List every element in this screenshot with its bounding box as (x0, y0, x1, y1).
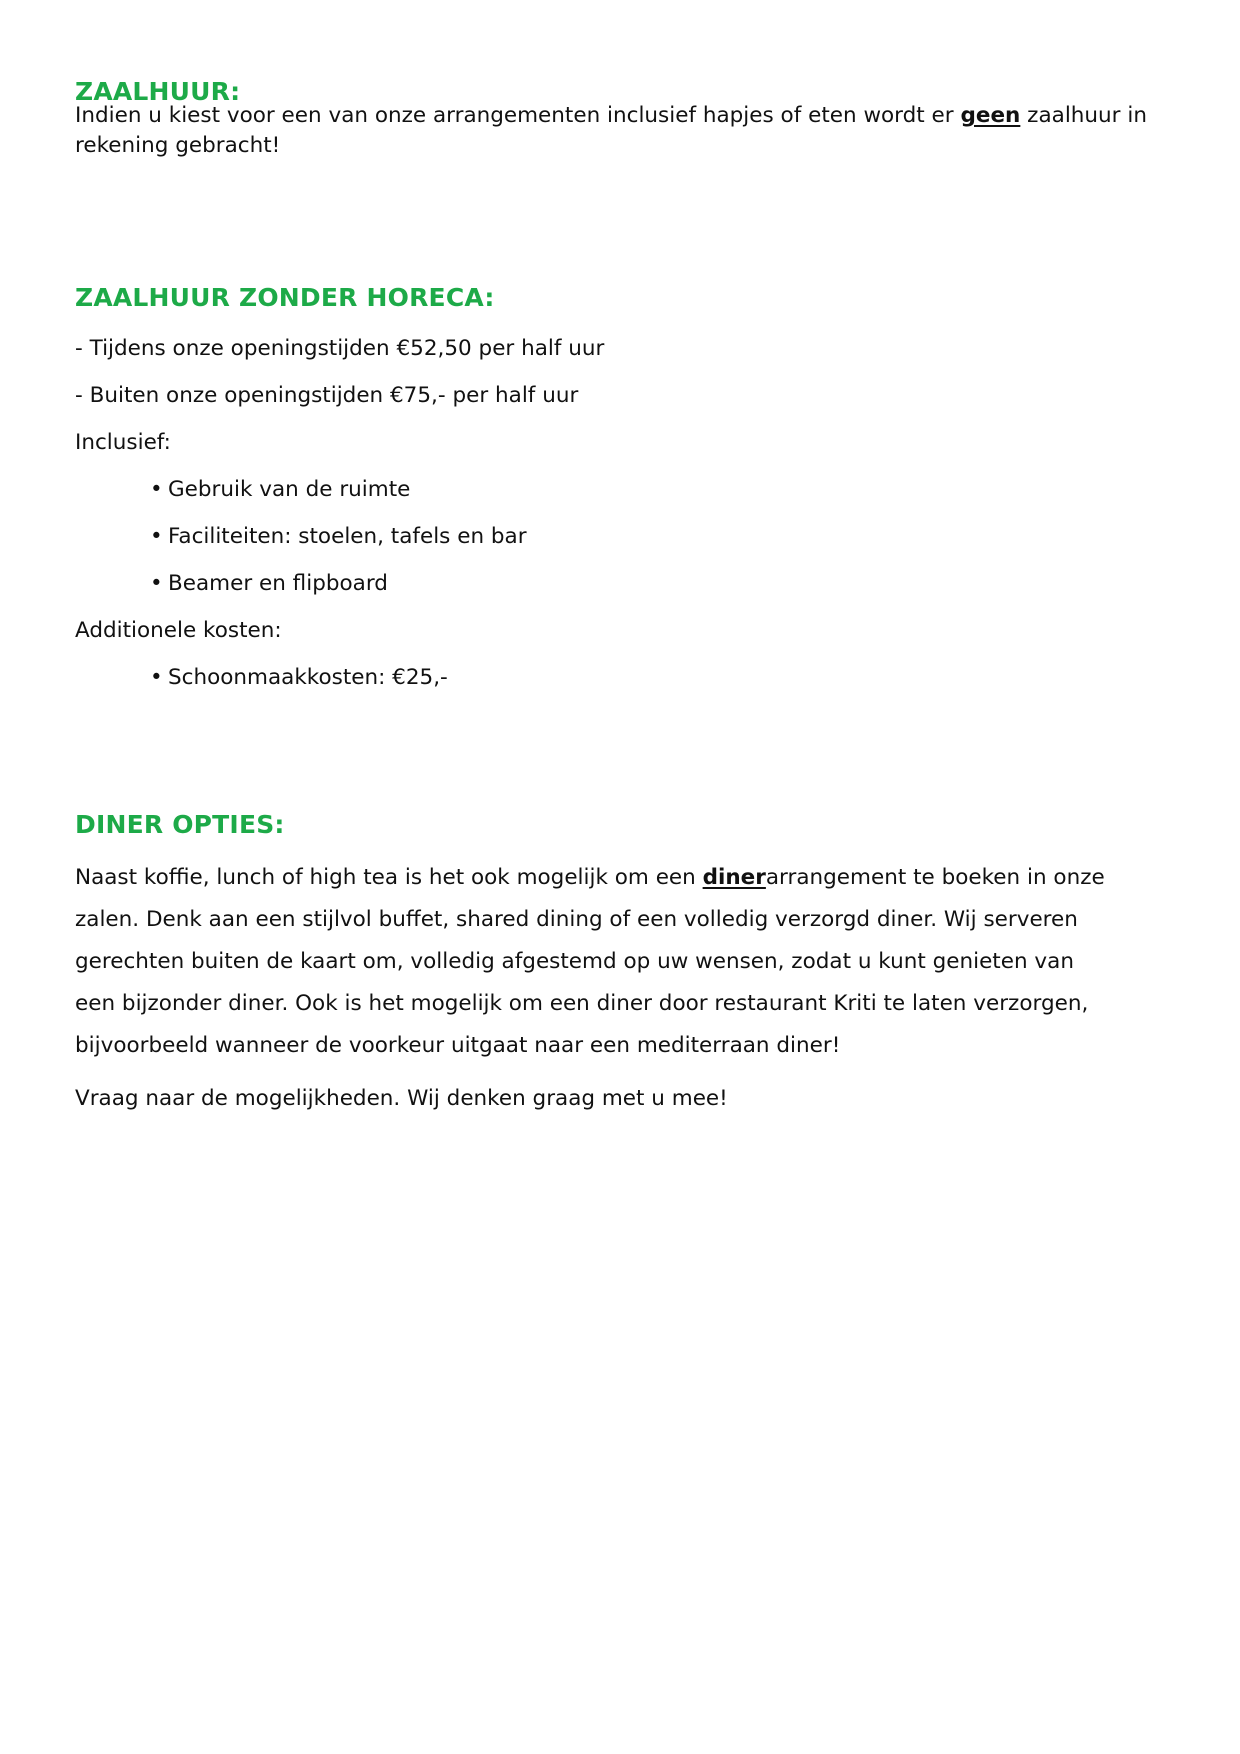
diner-paragraph-line (75, 857, 1165, 899)
heading-diner-opties: DINER OPTIES: (75, 810, 285, 839)
zaalhuur-text-line-1 (75, 100, 1147, 131)
bullet-icon: • (150, 524, 163, 549)
diner-paragraph-1 (75, 857, 1165, 1067)
diner-paragraph-line: een bijzonder diner. Ook is het mogelijk om een diner door restaurant Kriti te laten verzorgen, (75, 991, 1089, 1016)
additioneel-item-label: Schoonmaakkosten: €25,- (168, 665, 448, 690)
inclusief-item-beamer (150, 568, 388, 599)
bullet-icon: • (150, 571, 163, 596)
heading-zaalhuur: ZAALHUUR: (75, 77, 241, 106)
inclusief-item-label: Beamer en flipboard (168, 571, 388, 596)
additionele-kosten-label: Additionele kosten: (75, 618, 282, 643)
diner-paragraph-line: zalen. Denk aan een stijlvol buffet, shared dining of een volledig verzorgd diner. Wij serveren (75, 907, 1078, 932)
inclusief-item-label: Gebruik van de ruimte (168, 477, 411, 502)
inclusief-label: Inclusief: (75, 430, 171, 455)
diner-text-prefix: Naast koffie, lunch of high tea is het ook mogelijk om een (75, 865, 703, 890)
diner-emphasis-diner: diner (702, 865, 766, 890)
bullet-icon: • (150, 477, 163, 502)
bullet-icon: • (150, 665, 163, 690)
diner-paragraph-line: bijvoorbeeld wanneer de voorkeur uitgaat naar een mediterraan diner! (75, 1033, 841, 1058)
rate-during-opening-hours: - Tijdens onze openingstijden €52,50 per half uur (75, 336, 605, 361)
inclusief-item-ruimte (150, 474, 410, 505)
inclusief-item-faciliteiten (150, 521, 527, 552)
zaalhuur-text-suffix: zaalhuur in (1020, 103, 1147, 128)
inclusief-item-label: Faciliteiten: stoelen, tafels en bar (168, 524, 527, 549)
additioneel-item-schoonmaak (150, 662, 448, 693)
rate-outside-opening-hours: - Buiten onze openingstijden €75,- per half uur (75, 383, 579, 408)
diner-paragraph-line: gerechten buiten de kaart om, volledig afgestemd op uw wensen, zodat u kunt genieten van (75, 949, 1074, 974)
zaalhuur-text-prefix: Indien u kiest voor een van onze arrangementen inclusief hapjes of eten wordt er (75, 103, 961, 128)
diner-text-suffix: arrangement te boeken in onze (765, 865, 1105, 890)
zaalhuur-text-line-2: rekening gebracht! (75, 133, 281, 158)
heading-zaalhuur-zonder-horeca: ZAALHUUR ZONDER HORECA: (75, 283, 495, 312)
diner-paragraph-2: Vraag naar de mogelijkheden. Wij denken graag met u mee! (75, 1086, 728, 1111)
zaalhuur-emphasis-geen: geen (960, 103, 1021, 128)
